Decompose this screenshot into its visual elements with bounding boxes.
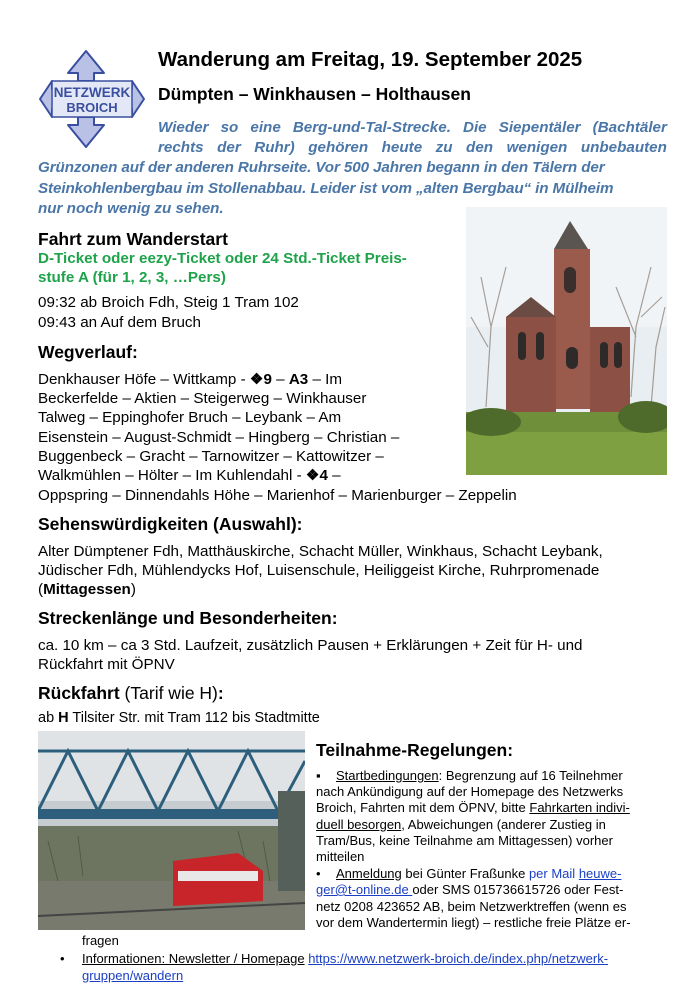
sehens-line-3: (Mittagessen) <box>38 581 136 598</box>
start-line-1: ▪ Startbedingungen: Begrenzung auf 16 Teilnehmer <box>316 768 623 783</box>
intro-line-5: nur noch wenig zu sehen. <box>38 200 224 217</box>
arrival-time: 09:43 an Auf dem Bruch <box>38 314 201 331</box>
strecke-line-1: ca. 10 km – ca 3 Std. Laufzeit, zusätzlich Pausen + Erklärungen + Zeit für H- und <box>38 637 583 654</box>
weg-line-1: Denkhauser Höfe – Wittkamp - ❖9 – A3 – Im <box>38 371 343 388</box>
sehens-line-1: Alter Dümptener Fdh, Matthäuskirche, Schacht Müller, Winkhaus, Schacht Leybank, <box>38 543 603 560</box>
departure-time: 09:32 ab Broich Fdh, Steig 1 Tram 102 <box>38 294 299 311</box>
strecke-line-2: Rückfahrt mit ÖPNV <box>38 656 175 673</box>
diamond-icon: ❖ <box>305 467 320 484</box>
info-line-2 <box>82 968 183 984</box>
start-line-6: mitteilen <box>316 849 365 864</box>
weg-line-7: Oppspring – Dinnendahls Höhe – Marienhof – Marienburger – Zeppelin <box>38 487 517 504</box>
anmeldung-line-1: • Anmeldung bei Günter Fraßunke per Mail heuwe- <box>316 866 622 881</box>
square-bullet-icon: ▪ <box>316 768 321 783</box>
diamond-icon: ❖ <box>249 371 264 388</box>
route-subtitle: Dümpten – Winkhausen – Holthausen <box>158 84 471 104</box>
netzwerk-broich-logo <box>38 45 146 153</box>
strecke-heading: Streckenlänge und Besonderheiten: <box>38 608 338 628</box>
anmeldung-line-3: netz 0208 423652 AB, beim Netzwerktreffen (wenn es <box>316 899 627 914</box>
start-line-5: Tram/Bus, keine Teilnahme am Mittagessen) vorher <box>316 833 613 848</box>
intro-line-3: Grünzonen auf der anderen Ruhrseite. Vor 500 Jahren begann in den Tälern der <box>38 159 605 176</box>
church-photo <box>466 207 667 475</box>
email-link[interactable]: heuwe- <box>578 866 622 881</box>
weg-line-4: Eisenstein – August-Schmidt – Hingberg – Christian – <box>38 429 400 446</box>
fahrt-heading: Fahrt zum Wanderstart <box>38 229 228 249</box>
teilnahme-heading: Teilnahme-Regelungen: <box>316 740 514 760</box>
start-line-4: duell besorgen, Abweichungen (anderer Zustieg in <box>316 817 606 832</box>
page-title: Wanderung am Freitag, 19. September 2025 <box>158 48 583 71</box>
rueck-line-1: ab H Tilsiter Str. mit Tram 112 bis Stadtmitte <box>38 710 320 726</box>
logo-text-broich: BROICH <box>66 100 118 115</box>
dot-bullet-icon: • <box>60 951 65 966</box>
dot-bullet-icon: • <box>316 866 321 881</box>
start-line-2: nach Ankündigung auf der Homepage des Netzwerks <box>316 784 624 799</box>
logo-text-netzwerk: NETZWERK <box>53 85 131 100</box>
wegverlauf-heading: Wegverlauf: <box>38 342 138 362</box>
anmeldung-line-4: vor dem Wandertermin liegt) – restliche freie Plätze er- <box>316 915 631 930</box>
intro-line-4: Steinkohlenbergbau im Stollenabbau. Leider ist vom „alten Bergbau“ in Mülheim <box>38 180 614 197</box>
intro-line-1: Wieder so eine Berg-und-Tal-Strecke. Die Siepentäler (Bachtäler <box>158 119 667 136</box>
email-link-cont[interactable]: ger@t-online.de <box>316 882 413 897</box>
homepage-link-cont[interactable]: gruppen/wandern <box>82 968 184 983</box>
weg-line-6: Walkmühlen – Hölter – Im Kuhlendahl - ❖4 – <box>38 467 341 484</box>
start-line-3: Broich, Fahrten mit dem ÖPNV, bitte Fahrkarten indivi- <box>316 800 630 815</box>
weg-line-5: Buggenbeck – Gracht – Tarnowitzer – Kattowitzer – <box>38 448 384 465</box>
sehens-heading: Sehenswürdigkeiten (Auswahl): <box>38 514 303 534</box>
rueck-heading: Rückfahrt (Tarif wie H): <box>38 683 224 703</box>
ticket-line-2: stufe A (für 1, 2, 3, …Pers) <box>38 269 226 286</box>
tram-bridge-photo <box>38 731 305 930</box>
sehens-line-2: Jüdischer Fdh, Mühlendycks Hof, Luisenschule, Heiliggeist Kirche, Ruhrpromenade <box>38 562 600 579</box>
intro-line-2: rechts der Ruhr) gehören heute zu den wenigen unbebauten <box>158 139 667 156</box>
anmeldung-line-5: fragen <box>82 933 119 948</box>
info-line-1: • Informationen: Newsletter / Homepage https://www.netzwerk-broich.de/index.php/netzwerk- <box>60 951 609 966</box>
anmeldung-line-2: ger@t-online.de oder SMS 015736615726 oder Fest- <box>316 882 624 897</box>
homepage-link[interactable]: https://www.netzwerk-broich.de/index.php/netzwerk- <box>308 951 609 966</box>
weg-line-3: Talweg – Eppinghofer Bruch – Leybank – Am <box>38 409 342 426</box>
ticket-line-1: D-Ticket oder eezy-Ticket oder 24 Std.-Ticket Preis- <box>38 250 407 267</box>
weg-line-2: Beckerfelde – Aktien – Steigerweg – Winkhauser <box>38 390 367 407</box>
